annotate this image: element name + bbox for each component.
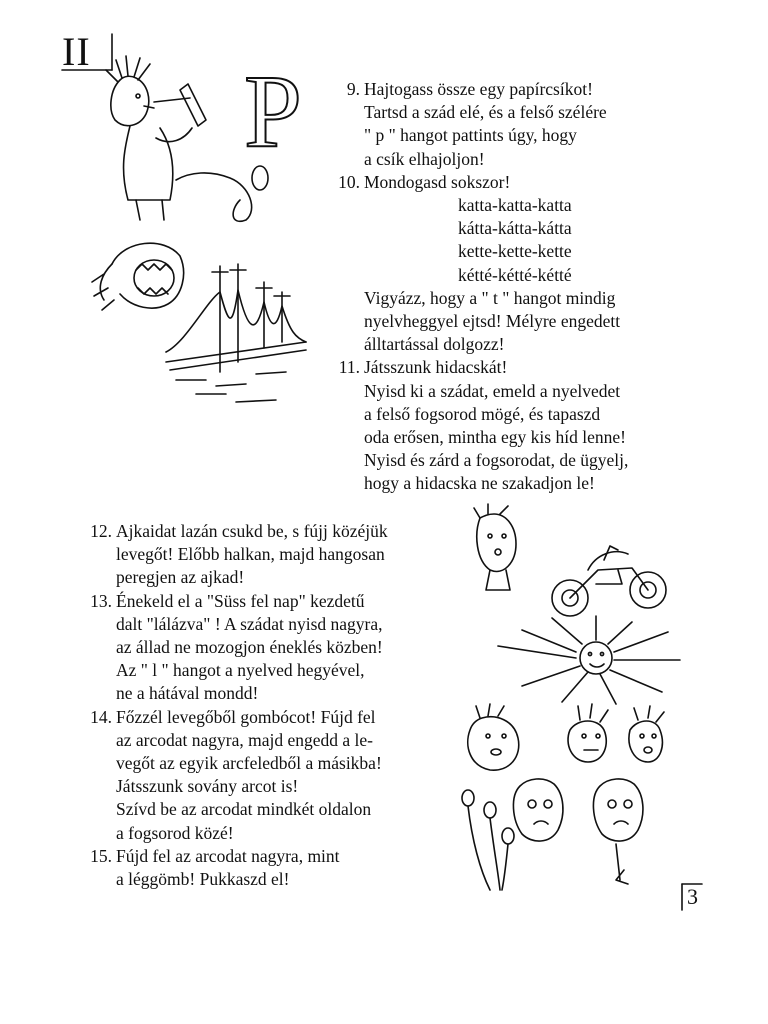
- chant-line: kétté-kétté-kétté: [458, 264, 572, 285]
- chant-line: kátta-kátta-kátta: [458, 218, 572, 239]
- exercise-number: 9.: [346, 79, 360, 99]
- exercise-line: Hajtogass össze egy papírcsíkot!: [364, 79, 593, 99]
- page-number-label: 3: [687, 884, 698, 909]
- exercise-line: Az " l " hangot a nyelved hegyével,: [116, 660, 365, 681]
- motorbike-illustration: [548, 540, 678, 620]
- exercise-10: [328, 171, 628, 194]
- exercise-14: [80, 706, 388, 729]
- exercise-block-top: [328, 78, 628, 496]
- whistling-face-illustration: [466, 504, 526, 604]
- exercise-12: [80, 520, 388, 543]
- exercise-line: Főzzél levegőből gombócot! Fújd fel: [116, 706, 376, 727]
- exercise-9: [328, 78, 628, 101]
- exercise-line: a fogsorod közé!: [116, 822, 234, 843]
- chapter-label: II: [62, 29, 91, 74]
- exercise-number: 15.: [90, 845, 112, 866]
- exercise-line: Mondogasd sokszor!: [364, 171, 511, 192]
- exercise-line: peregjen az ajkad!: [116, 567, 245, 588]
- exercise-number: 11.: [338, 357, 360, 378]
- exercise-number: 14.: [90, 706, 112, 727]
- exercise-number: 10.: [338, 171, 360, 192]
- exercise-line: oda erősen, mintha egy kis híd lenne!: [364, 427, 626, 448]
- chant-line: kette-kette-kette: [458, 241, 572, 262]
- big-letter-p: P: [244, 54, 302, 169]
- exercise-line: álltartással dolgozz!: [364, 334, 505, 355]
- exercise-line: ne a hátával mondd!: [116, 683, 259, 704]
- exercise-line: Szívd be az arcodat mindkét oldalon: [116, 799, 372, 820]
- exercise-line: a csík elhajoljon!: [364, 148, 485, 169]
- exercise-line: az állad ne mozogjon éneklés közben!: [116, 637, 383, 658]
- exercise-line: Vigyázz, hogy a " t " hangot mindig: [364, 287, 616, 308]
- exercise-line: levegőt! Előbb halkan, majd hangosan: [116, 544, 385, 565]
- exercise-line: dalt "lálázva" ! A szádat nyisd nagyra,: [116, 613, 383, 634]
- exercise-line: Ajkaidat lazán csukd be, s fújj közéjük: [116, 521, 388, 541]
- exercise-line: Tartsd a szád elé, és a felső szélére: [364, 102, 607, 123]
- exercise-block-bottom: [80, 520, 388, 891]
- sun-illustration: [492, 616, 682, 706]
- exercise-line: az arcodat nagyra, majd engedd a le-: [116, 729, 374, 750]
- chant-line: katta-katta-katta: [458, 195, 572, 216]
- exercise-line: a felső fogsorod mögé, és tapaszd: [364, 403, 601, 424]
- exercise-line: nyelvheggyel ejtsd! Mélyre engedett: [364, 311, 621, 332]
- exercise-line: Énekeld el a "Süss fel nap" kezdetű: [116, 590, 365, 611]
- exercise-line: " p " hangot pattints úgy, hogy: [364, 125, 577, 146]
- exercise-number: 12.: [90, 521, 112, 541]
- exercise-line: Játsszunk sovány arcot is!: [116, 776, 299, 797]
- exercise-line: Nyisd ki a szádat, emeld a nyelvedet: [364, 380, 621, 401]
- exercise-line: vegőt az egyik arcfeledből a másikba!: [116, 753, 382, 774]
- exercise-line: Fújd fel az arcodat nagyra, mint: [116, 845, 340, 866]
- exercise-11: [328, 356, 628, 379]
- puffed-cheeks-faces-illustration: [460, 700, 680, 900]
- page-number: [680, 884, 706, 912]
- exercise-line: a léggömb! Pukkaszd el!: [116, 869, 290, 890]
- bridge-illustration: [166, 262, 316, 412]
- exercise-line: hogy a hidacska ne szakadjon le!: [364, 473, 595, 494]
- exercise-number: 13.: [90, 590, 112, 611]
- exercise-line: Játsszunk hidacskát!: [364, 357, 508, 378]
- exercise-15: [80, 845, 388, 868]
- exercise-13: [80, 590, 388, 613]
- boy-blowing-paper-illustration: [80, 50, 250, 230]
- exercise-line: Nyisd és zárd a fogsorodat, de ügyelj,: [364, 450, 629, 471]
